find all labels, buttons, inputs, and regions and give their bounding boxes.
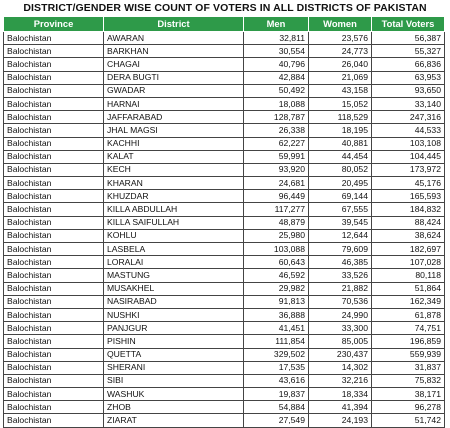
province-cell: Balochistan [4, 308, 104, 321]
total-voters-cell: 66,836 [372, 58, 445, 71]
total-voters-cell: 44,533 [372, 124, 445, 137]
total-voters-cell: 96,278 [372, 401, 445, 414]
men-cell: 29,982 [244, 282, 309, 295]
district-cell: SHERANI [104, 361, 244, 374]
province-cell: Balochistan [4, 203, 104, 216]
province-cell: Balochistan [4, 295, 104, 308]
province-cell: Balochistan [4, 401, 104, 414]
men-cell: 111,854 [244, 335, 309, 348]
men-cell: 62,227 [244, 137, 309, 150]
table-row [4, 150, 445, 163]
province-cell: Balochistan [4, 58, 104, 71]
men-cell: 25,980 [244, 229, 309, 242]
province-cell: Balochistan [4, 32, 104, 45]
total-voters-cell: 45,176 [372, 177, 445, 190]
district-cell: LORALAI [104, 256, 244, 269]
table-body [4, 32, 445, 428]
district-cell: KHUZDAR [104, 190, 244, 203]
province-cell: Balochistan [4, 163, 104, 176]
province-cell: Balochistan [4, 335, 104, 348]
women-cell: 46,385 [309, 256, 372, 269]
total-voters-cell: 31,837 [372, 361, 445, 374]
table-row [4, 97, 445, 110]
district-cell: ZHOB [104, 401, 244, 414]
total-voters-cell: 559,939 [372, 348, 445, 361]
total-voters-cell: 61,878 [372, 308, 445, 321]
district-cell: MASTUNG [104, 269, 244, 282]
total-voters-cell: 88,424 [372, 216, 445, 229]
table-row [4, 58, 445, 71]
header-district: District [104, 17, 244, 32]
table-row [4, 401, 445, 414]
women-cell: 12,644 [309, 229, 372, 242]
men-cell: 40,796 [244, 58, 309, 71]
women-cell: 70,536 [309, 295, 372, 308]
province-cell: Balochistan [4, 150, 104, 163]
document-title: DISTRICT/GENDER WISE COUNT OF VOTERS IN ALL DISTRICTS OF PAKISTAN [23, 2, 427, 14]
province-cell: Balochistan [4, 414, 104, 427]
district-cell: MUSAKHEL [104, 282, 244, 295]
total-voters-cell: 63,953 [372, 71, 445, 84]
province-cell: Balochistan [4, 111, 104, 124]
table-row [4, 414, 445, 427]
table-row [4, 282, 445, 295]
total-voters-cell: 51,864 [372, 282, 445, 295]
women-cell: 32,216 [309, 374, 372, 387]
women-cell: 18,334 [309, 388, 372, 401]
district-cell: KHARAN [104, 177, 244, 190]
men-cell: 91,813 [244, 295, 309, 308]
women-cell: 43,158 [309, 84, 372, 97]
women-cell: 23,576 [309, 32, 372, 45]
district-cell: GWADAR [104, 84, 244, 97]
district-cell: CHAGAI [104, 58, 244, 71]
total-voters-cell: 55,327 [372, 45, 445, 58]
men-cell: 96,449 [244, 190, 309, 203]
table-row [4, 137, 445, 150]
table-row [4, 322, 445, 335]
table-row [4, 256, 445, 269]
women-cell: 67,555 [309, 203, 372, 216]
district-cell: SIBI [104, 374, 244, 387]
women-cell: 85,005 [309, 335, 372, 348]
table-row [4, 269, 445, 282]
table-row [4, 124, 445, 137]
table-row [4, 163, 445, 176]
total-voters-cell: 247,316 [372, 111, 445, 124]
table-row [4, 71, 445, 84]
province-cell: Balochistan [4, 84, 104, 97]
province-cell: Balochistan [4, 374, 104, 387]
district-cell: KOHLU [104, 229, 244, 242]
men-cell: 60,643 [244, 256, 309, 269]
province-cell: Balochistan [4, 348, 104, 361]
women-cell: 41,394 [309, 401, 372, 414]
total-voters-cell: 182,697 [372, 243, 445, 256]
total-voters-cell: 38,624 [372, 229, 445, 242]
header-women: Women [309, 17, 372, 32]
district-cell: JHAL MAGSI [104, 124, 244, 137]
table-row [4, 308, 445, 321]
district-cell: NUSHKI [104, 308, 244, 321]
men-cell: 26,338 [244, 124, 309, 137]
province-cell: Balochistan [4, 388, 104, 401]
voters-table [3, 16, 445, 428]
province-cell: Balochistan [4, 256, 104, 269]
total-voters-cell: 162,349 [372, 295, 445, 308]
district-cell: NASIRABAD [104, 295, 244, 308]
women-cell: 21,882 [309, 282, 372, 295]
men-cell: 42,884 [244, 71, 309, 84]
men-cell: 48,879 [244, 216, 309, 229]
women-cell: 24,990 [309, 308, 372, 321]
men-cell: 128,787 [244, 111, 309, 124]
total-voters-cell: 38,171 [372, 388, 445, 401]
province-cell: Balochistan [4, 269, 104, 282]
province-cell: Balochistan [4, 282, 104, 295]
men-cell: 46,592 [244, 269, 309, 282]
total-voters-cell: 80,118 [372, 269, 445, 282]
men-cell: 18,088 [244, 97, 309, 110]
province-cell: Balochistan [4, 361, 104, 374]
total-voters-cell: 107,028 [372, 256, 445, 269]
table-row [4, 243, 445, 256]
header-total-voters: Total Voters [372, 17, 445, 32]
province-cell: Balochistan [4, 177, 104, 190]
district-cell: BARKHAN [104, 45, 244, 58]
province-cell: Balochistan [4, 124, 104, 137]
province-cell: Balochistan [4, 97, 104, 110]
men-cell: 41,451 [244, 322, 309, 335]
table-row [4, 335, 445, 348]
women-cell: 39,545 [309, 216, 372, 229]
men-cell: 43,616 [244, 374, 309, 387]
women-cell: 18,195 [309, 124, 372, 137]
men-cell: 27,549 [244, 414, 309, 427]
table-row [4, 361, 445, 374]
district-cell: KILLA SAIFULLAH [104, 216, 244, 229]
men-cell: 19,837 [244, 388, 309, 401]
women-cell: 44,454 [309, 150, 372, 163]
province-cell: Balochistan [4, 322, 104, 335]
women-cell: 20,495 [309, 177, 372, 190]
district-cell: AWARAN [104, 32, 244, 45]
men-cell: 30,554 [244, 45, 309, 58]
women-cell: 33,526 [309, 269, 372, 282]
district-cell: HARNAI [104, 97, 244, 110]
total-voters-cell: 74,751 [372, 322, 445, 335]
district-cell: LASBELA [104, 243, 244, 256]
total-voters-cell: 184,832 [372, 203, 445, 216]
province-cell: Balochistan [4, 190, 104, 203]
women-cell: 26,040 [309, 58, 372, 71]
district-cell: KACHHI [104, 137, 244, 150]
table-row [4, 177, 445, 190]
women-cell: 24,773 [309, 45, 372, 58]
province-cell: Balochistan [4, 45, 104, 58]
province-cell: Balochistan [4, 137, 104, 150]
women-cell: 21,069 [309, 71, 372, 84]
district-cell: DERA BUGTI [104, 71, 244, 84]
total-voters-cell: 104,445 [372, 150, 445, 163]
district-cell: WASHUK [104, 388, 244, 401]
province-cell: Balochistan [4, 243, 104, 256]
province-cell: Balochistan [4, 216, 104, 229]
district-cell: KALAT [104, 150, 244, 163]
women-cell: 80,052 [309, 163, 372, 176]
men-cell: 36,888 [244, 308, 309, 321]
women-cell: 14,302 [309, 361, 372, 374]
table-row [4, 348, 445, 361]
total-voters-cell: 173,972 [372, 163, 445, 176]
district-cell: PANJGUR [104, 322, 244, 335]
table-row [4, 45, 445, 58]
header-men: Men [244, 17, 309, 32]
province-cell: Balochistan [4, 71, 104, 84]
district-cell: KECH [104, 163, 244, 176]
table-row [4, 84, 445, 97]
table-row [4, 111, 445, 124]
table-row [4, 203, 445, 216]
table-header-row [4, 17, 445, 32]
total-voters-cell: 103,108 [372, 137, 445, 150]
table-row [4, 190, 445, 203]
table-row [4, 295, 445, 308]
total-voters-cell: 165,593 [372, 190, 445, 203]
women-cell: 118,529 [309, 111, 372, 124]
total-voters-cell: 196,859 [372, 335, 445, 348]
men-cell: 54,884 [244, 401, 309, 414]
women-cell: 40,881 [309, 137, 372, 150]
total-voters-cell: 56,387 [372, 32, 445, 45]
men-cell: 117,277 [244, 203, 309, 216]
total-voters-cell: 75,832 [372, 374, 445, 387]
men-cell: 103,088 [244, 243, 309, 256]
men-cell: 329,502 [244, 348, 309, 361]
women-cell: 230,437 [309, 348, 372, 361]
table-row [4, 374, 445, 387]
district-cell: PISHIN [104, 335, 244, 348]
men-cell: 59,991 [244, 150, 309, 163]
total-voters-cell: 93,650 [372, 84, 445, 97]
table-row [4, 229, 445, 242]
women-cell: 33,300 [309, 322, 372, 335]
men-cell: 32,811 [244, 32, 309, 45]
table-row [4, 388, 445, 401]
men-cell: 50,492 [244, 84, 309, 97]
men-cell: 24,681 [244, 177, 309, 190]
total-voters-cell: 33,140 [372, 97, 445, 110]
women-cell: 79,609 [309, 243, 372, 256]
women-cell: 69,144 [309, 190, 372, 203]
total-voters-cell: 51,742 [372, 414, 445, 427]
district-cell: KILLA ABDULLAH [104, 203, 244, 216]
district-cell: JAFFARABAD [104, 111, 244, 124]
table-row [4, 216, 445, 229]
men-cell: 93,920 [244, 163, 309, 176]
district-cell: QUETTA [104, 348, 244, 361]
table-row [4, 32, 445, 45]
men-cell: 17,535 [244, 361, 309, 374]
district-cell: ZIARAT [104, 414, 244, 427]
header-province: Province [4, 17, 104, 32]
province-cell: Balochistan [4, 229, 104, 242]
women-cell: 15,052 [309, 97, 372, 110]
women-cell: 24,193 [309, 414, 372, 427]
